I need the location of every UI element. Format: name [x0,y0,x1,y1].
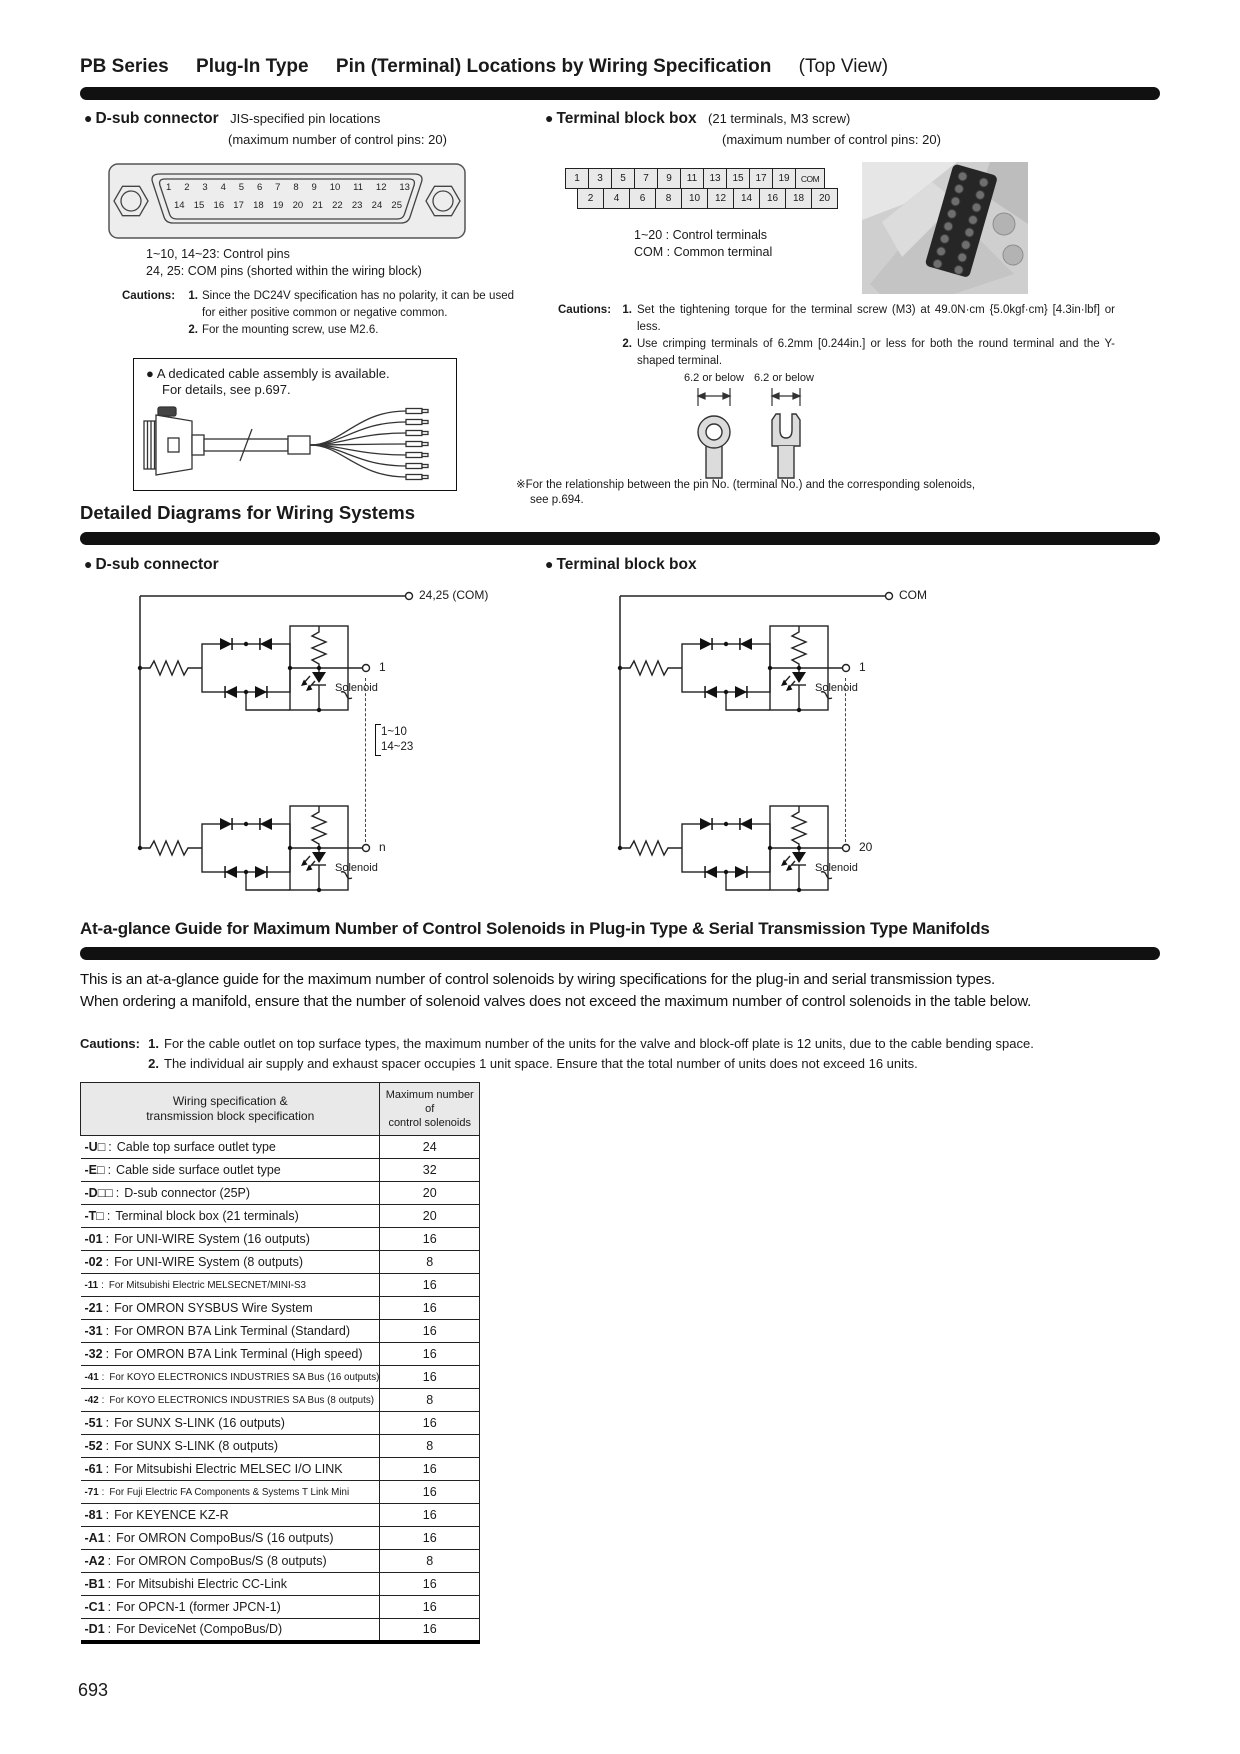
dsub-legend-com: 24, 25: COM pins (shorted within the wiring block) [146,264,422,278]
tblock-heading-note2: (maximum number of control pins: 20) [722,132,941,147]
col-header-line2: transmission block specification [146,1109,315,1123]
tblock-note-line1: ※For the relationship between the pin No. (terminal No.) and the corresponding solenoids, [516,479,976,491]
dsub-pin-range-2: 14~23 [381,740,414,753]
dsub-pin: 16 [213,200,225,211]
caution-row [80,1054,1164,1074]
terminal-cell: 17 [749,168,773,189]
caution-row [122,288,516,322]
caution-number: 1. [188,290,198,302]
dsub-pin: 14 [174,200,185,211]
max-solenoids-value: 16 [380,1504,480,1527]
dsub-pin: 10 [329,182,341,193]
crimp-terminals-illustration [676,386,836,486]
col-header-line1: Wiring specification & [172,1094,288,1108]
spec-label: Terminal block box (21 terminals) [115,1209,299,1223]
spec-label: For OMRON CompoBus/S (16 outputs) [116,1531,334,1545]
tblock-circuit-svg [585,578,1045,908]
dsub-section-heading [84,110,380,128]
dsub-pin: 4 [220,182,226,193]
max-solenoids-table [80,1082,480,1644]
dsub-pin-bottom-label: n [379,840,386,854]
spec-label: For KOYO ELECTRONICS INDUSTRIES SA Bus (8 outputs) [109,1394,374,1406]
spec-code: -21 [84,1301,103,1315]
spec-code: -61 [84,1462,103,1476]
spec-code: -31 [84,1324,103,1338]
spec-separator: : [105,1255,110,1269]
spec-separator: : [105,1232,110,1246]
spec-cell [81,1550,380,1573]
max-solenoids-value: 16 [380,1228,480,1251]
spec-separator: : [101,1371,105,1383]
spec-separator: : [105,1347,110,1361]
caution-text: Since the DC24V specification has no polarity, it can be used for either positive common or negative common. [202,290,514,319]
spec-cell [81,1136,380,1159]
series-name: PB Series [80,56,169,77]
terminal-cell: 10 [681,188,708,209]
caution-text: For the mounting screw, use M2.6. [202,324,379,336]
caution-number: 2. [188,324,198,336]
tblock-legend-com: COM : Common terminal [634,245,773,259]
spec-label: For UNI-WIRE System (8 outputs) [114,1255,303,1269]
tblock-note-line2: see p.694. [530,494,584,506]
dsub-pin: 18 [253,200,264,211]
tblock-pin-bottom-label: 20 [859,840,873,854]
dsub-pin: 12 [375,182,387,193]
spec-label: For KEYENCE KZ-R [114,1508,229,1522]
col-header-wiring-spec [81,1083,380,1136]
dsub-pin: 11 [353,182,364,193]
spec-cell [81,1205,380,1228]
max-solenoids-value: 16 [380,1274,480,1297]
solenoid-label: Solenoid [815,682,858,694]
dsub-com-label: 24,25 (COM) [419,588,489,602]
terminal-cell: 6 [629,188,656,209]
dsub-heading-note: JIS-specified pin locations [230,111,381,126]
divider-bar [80,532,1160,545]
terminal-cell: 3 [588,168,612,189]
guide-section-heading: At-a-glance Guide for Maximum Number of Control Solenoids in Plug-in Type & Serial Transmission Type Manifolds [80,919,990,938]
spec-separator: : [105,1301,110,1315]
spec-label: For Mitsubishi Electric CC-Link [116,1577,288,1591]
col-header-line2: control solenoids [388,1117,471,1129]
terminal-cell: 9 [657,168,681,189]
spec-code: -C1 [84,1600,105,1614]
spec-code: -52 [84,1439,103,1453]
dsub-pin: 22 [332,200,343,211]
terminal-cell: 13 [703,168,727,189]
dsub-pin: 6 [256,182,263,193]
col-header-line1: Maximum number of [385,1089,474,1115]
spec-label: For OMRON B7A Link Terminal (Standard) [114,1324,351,1338]
title-suffix: (Top View) [798,56,889,77]
dsub-heading-note2: (maximum number of control pins: 20) [228,132,447,147]
terminal-cell: 4 [603,188,630,209]
max-solenoids-value: 8 [380,1550,480,1573]
table-row [81,1573,480,1596]
spec-separator: : [108,1140,112,1154]
divider-bar [80,87,1160,100]
max-solenoids-value: 16 [380,1527,480,1550]
dsub-pin-range-1: 1~10 [381,726,407,738]
page-title [80,56,888,78]
max-solenoids-value: 8 [380,1389,480,1412]
spec-code: -32 [84,1347,103,1361]
caution-text: Set the tightening torque for the terminal screw (M3) at 49.0N·cm {5.0kgf·cm} [4.3in·lbf] or less. [637,304,1115,333]
terminal-cell: 8 [655,188,682,209]
terminal-cell: 19 [772,168,796,189]
spec-code: -B1 [84,1577,105,1591]
table-row [81,1159,480,1182]
max-solenoids-value: 24 [380,1136,480,1159]
max-solenoids-value: 32 [380,1159,480,1182]
caution-row [80,1034,1164,1054]
spec-cell [81,1343,380,1366]
terminal-cell: COM [795,168,825,189]
spec-separator: : [105,1439,110,1453]
terminal-cell: 20 [811,188,838,209]
guide-intro-line1: This is an at-a-glance guide for the maximum number of control solenoids by wiring specifications for the plug-in and serial transmission types. [80,971,995,988]
spec-separator: : [107,1600,112,1614]
dsub-heading-label: ● D-sub connector [84,110,219,127]
tblock-section-heading [545,110,850,128]
max-solenoids-value: 16 [380,1366,480,1389]
max-solenoids-value: 20 [380,1182,480,1205]
guide-cautions [80,1034,1164,1074]
spec-label: For UNI-WIRE System (16 outputs) [114,1232,310,1246]
diagram-tblock-heading [545,556,697,574]
terminal-cell: 1 [565,168,589,189]
spec-cell [81,1182,380,1205]
spec-cell [81,1619,380,1642]
dsub-pin: 24 [371,200,383,211]
type-name: Plug-In Type [196,56,309,77]
spec-code: -D□□ [84,1186,113,1200]
tblock-legend-control: 1~20 : Control terminals [634,228,768,242]
table-row [81,1458,480,1481]
cable-note-line2: For details, see p.697. [162,382,291,397]
dsub-pins-row1 [166,182,410,193]
caution-number: 1. [622,304,632,316]
dsub-cautions [122,288,516,339]
solenoid-label: Solenoid [335,862,378,874]
title-text: Pin (Terminal) Locations by Wiring Specification [335,56,772,77]
dim-label-fork: 6.2 or below [754,372,814,384]
spec-label: D-sub connector (25P) [124,1186,251,1200]
terminal-cell: 15 [726,168,750,189]
spec-code: -02 [84,1255,103,1269]
dsub-pins-row2 [174,200,402,211]
spec-cell [81,1527,380,1550]
dsub-pin-range [375,724,413,756]
cautions-label: Cautions: [80,1036,140,1051]
spec-cell [81,1389,380,1412]
terminal-cell: 11 [680,168,704,189]
table-row [81,1389,480,1412]
col-header-max-solenoids [380,1083,480,1136]
max-solenoids-value: 16 [380,1297,480,1320]
max-solenoids-value: 16 [380,1573,480,1596]
tblock-circuit-diagram [585,578,1045,908]
max-solenoids-value: 16 [380,1619,480,1642]
spec-cell [81,1366,380,1389]
spec-cell [81,1596,380,1619]
terminal-cell: 7 [634,168,658,189]
cautions-label: Cautions: [122,290,176,302]
spec-code: -D1 [84,1622,105,1637]
caution-number: 1. [148,1036,159,1051]
spec-separator: : [105,1462,110,1476]
tblock-heading-note: (21 terminals, M3 screw) [708,111,851,126]
caution-text: The individual air supply and exhaust spacer occupies 1 unit space. Ensure that the total number of units does not exceed 16 units. [164,1056,918,1071]
spec-label: Cable side surface outlet type [116,1163,281,1177]
spec-separator: : [115,1186,120,1200]
dsub-pin: 1 [166,182,172,193]
spec-label: For DeviceNet (CompoBus/D) [116,1622,283,1637]
table-row [81,1228,480,1251]
terminal-cell: 14 [733,188,760,209]
terminal-cell: 12 [707,188,734,209]
table-row [81,1297,480,1320]
spec-separator: : [107,1554,112,1568]
max-solenoids-value: 16 [380,1412,480,1435]
dsub-pin: 20 [292,200,304,211]
spec-label: For SUNX S-LINK (8 outputs) [114,1439,279,1453]
table-row [81,1527,480,1550]
spec-code: -T□ [84,1209,104,1223]
spec-label: For OMRON SYSBUS Wire System [114,1301,313,1315]
table-row [81,1596,480,1619]
dsub-legend-control: 1~10, 14~23: Control pins [146,247,290,261]
terminal-cell: 16 [759,188,786,209]
max-solenoids-value: 16 [380,1458,480,1481]
dsub-pin: 7 [275,182,281,193]
spec-separator: : [101,1279,104,1291]
max-solenoids-value: 20 [380,1205,480,1228]
spec-separator: : [106,1209,111,1223]
spec-code: -42 [84,1394,99,1406]
spec-code: -A2 [84,1554,105,1568]
caution-number: 2. [148,1056,159,1071]
max-solenoids-value: 16 [380,1343,480,1366]
table-header-row [81,1083,480,1136]
spec-separator: : [101,1394,105,1406]
spec-label: For Mitsubishi Electric MELSECNET/MINI-S3 [108,1279,306,1291]
dsub-pin: 5 [238,182,245,193]
table-row [81,1251,480,1274]
spec-label: Cable top surface outlet type [116,1140,276,1154]
diagram-dsub-heading [84,556,219,574]
dsub-pin: 19 [272,200,284,211]
terminal-block-photo [862,162,1028,294]
terminal-number-grid [565,168,838,209]
diagrams-section-heading: Detailed Diagrams for Wiring Systems [80,502,415,523]
caution-row [558,302,1115,336]
max-solenoids-value: 8 [380,1251,480,1274]
terminal-cell: 2 [577,188,604,209]
spec-label: For KOYO ELECTRONICS INDUSTRIES SA Bus (16 outputs) [109,1371,380,1383]
caution-number: 2. [622,338,632,350]
spec-separator: : [107,1531,112,1545]
spec-cell [81,1274,380,1297]
table-row [81,1182,480,1205]
table-row [81,1481,480,1504]
spec-cell [81,1573,380,1596]
table-row [81,1205,480,1228]
cautions-label: Cautions: [558,304,612,316]
spec-label: For OMRON B7A Link Terminal (High speed) [114,1347,363,1361]
spec-code: -81 [84,1508,103,1522]
terminal-row-2 [577,188,838,209]
spec-code: -71 [84,1486,99,1498]
terminal-cell: 18 [785,188,812,209]
max-solenoids-value: 16 [380,1481,480,1504]
dsub-pin: 21 [312,200,323,211]
spec-separator: : [101,1486,105,1498]
table-row [81,1274,480,1297]
spec-code: -01 [84,1232,103,1246]
spec-code: -51 [84,1416,103,1430]
tblock-pin-top-label: 1 [859,660,866,674]
dsub-pin: 9 [311,182,317,193]
table-row [81,1412,480,1435]
spec-separator: : [105,1324,110,1338]
spec-label: For Fuji Electric FA Components & Systems T Link Mini [109,1486,350,1498]
max-solenoids-value: 8 [380,1435,480,1458]
tblock-heading-label: ● Terminal block box [545,110,697,127]
cable-assembly-box [133,358,457,491]
spec-cell [81,1481,380,1504]
max-solenoids-value: 16 [380,1320,480,1343]
caution-row [122,322,516,339]
spec-label: For OPCN-1 (former JPCN-1) [116,1600,281,1614]
spec-code: -41 [84,1371,99,1383]
caution-row [558,336,1115,370]
dsub-pin: 15 [193,200,205,211]
solenoid-label: Solenoid [815,862,858,874]
table-row [81,1320,480,1343]
dsub-connector-drawing [108,163,466,239]
spec-separator: : [105,1508,110,1522]
terminal-block-photo-svg [862,162,1028,294]
spec-cell [81,1412,380,1435]
dsub-circuit-svg [105,578,565,908]
diagram-dsub-heading-label: ● D-sub connector [84,556,219,573]
dim-label-round: 6.2 or below [684,372,744,384]
caution-text: Use crimping terminals of 6.2mm [0.244in.] or less for both the round terminal and the Y-shaped terminal. [637,338,1115,367]
tblock-com-label: COM [899,588,927,602]
page-number: 693 [78,1680,109,1700]
spec-cell [81,1504,380,1527]
spec-separator: : [107,1577,112,1591]
table-row [81,1619,480,1642]
guide-intro-line2: When ordering a manifold, ensure that the number of solenoid valves does not exceed the maximum number of control solenoids in the table below. [80,993,1032,1010]
spec-cell [81,1228,380,1251]
spec-cell [81,1251,380,1274]
pin-range-dashed-line [845,678,846,842]
dsub-circuit-diagram [105,578,565,908]
spec-label: For Mitsubishi Electric MELSEC I/O LINK [114,1462,343,1476]
table-row [81,1504,480,1527]
tblock-cautions [558,302,1115,370]
cable-assembly-illustration [142,405,448,487]
spec-cell [81,1297,380,1320]
table-row [81,1435,480,1458]
dsub-pin-top-label: 1 [379,660,386,674]
spec-table-body [81,1136,480,1642]
max-solenoids-value: 16 [380,1596,480,1619]
dsub-pin: 2 [184,182,190,193]
spec-code: -E□ [84,1163,105,1177]
spec-cell [81,1435,380,1458]
table-row [81,1366,480,1389]
pin-range-dashed-line [365,678,366,842]
spec-cell [81,1320,380,1343]
table-row [81,1550,480,1573]
caution-text: For the cable outlet on top surface types, the maximum number of the units for the valve and block-off plate is 12 units, due to the cable bending space. [164,1036,1034,1051]
spec-separator: : [107,1163,112,1177]
diagram-tblock-heading-label: ● Terminal block box [545,556,697,573]
spec-cell [81,1159,380,1182]
solenoid-label: Solenoid [335,682,378,694]
spec-code: -U□ [84,1140,106,1154]
spec-code: -A1 [84,1531,105,1545]
spec-code: -11 [84,1279,99,1291]
spec-label: For SUNX S-LINK (16 outputs) [114,1416,285,1430]
table-row [81,1136,480,1159]
terminal-row-1 [565,168,838,189]
table-row [81,1343,480,1366]
spec-cell [81,1458,380,1481]
dsub-pin: 23 [351,200,363,211]
spec-separator: : [107,1622,112,1637]
dsub-pin: 13 [399,182,410,193]
spec-separator: : [105,1416,110,1430]
dsub-pin: 25 [391,200,402,211]
divider-bar [80,947,1160,960]
dsub-pin: 17 [233,200,244,211]
cable-note-line1: ● A dedicated cable assembly is available. [146,366,456,381]
dsub-pin: 3 [202,182,208,193]
spec-label: For OMRON CompoBus/S (8 outputs) [116,1554,327,1568]
dsub-pin: 8 [293,182,299,193]
terminal-cell: 5 [611,168,635,189]
